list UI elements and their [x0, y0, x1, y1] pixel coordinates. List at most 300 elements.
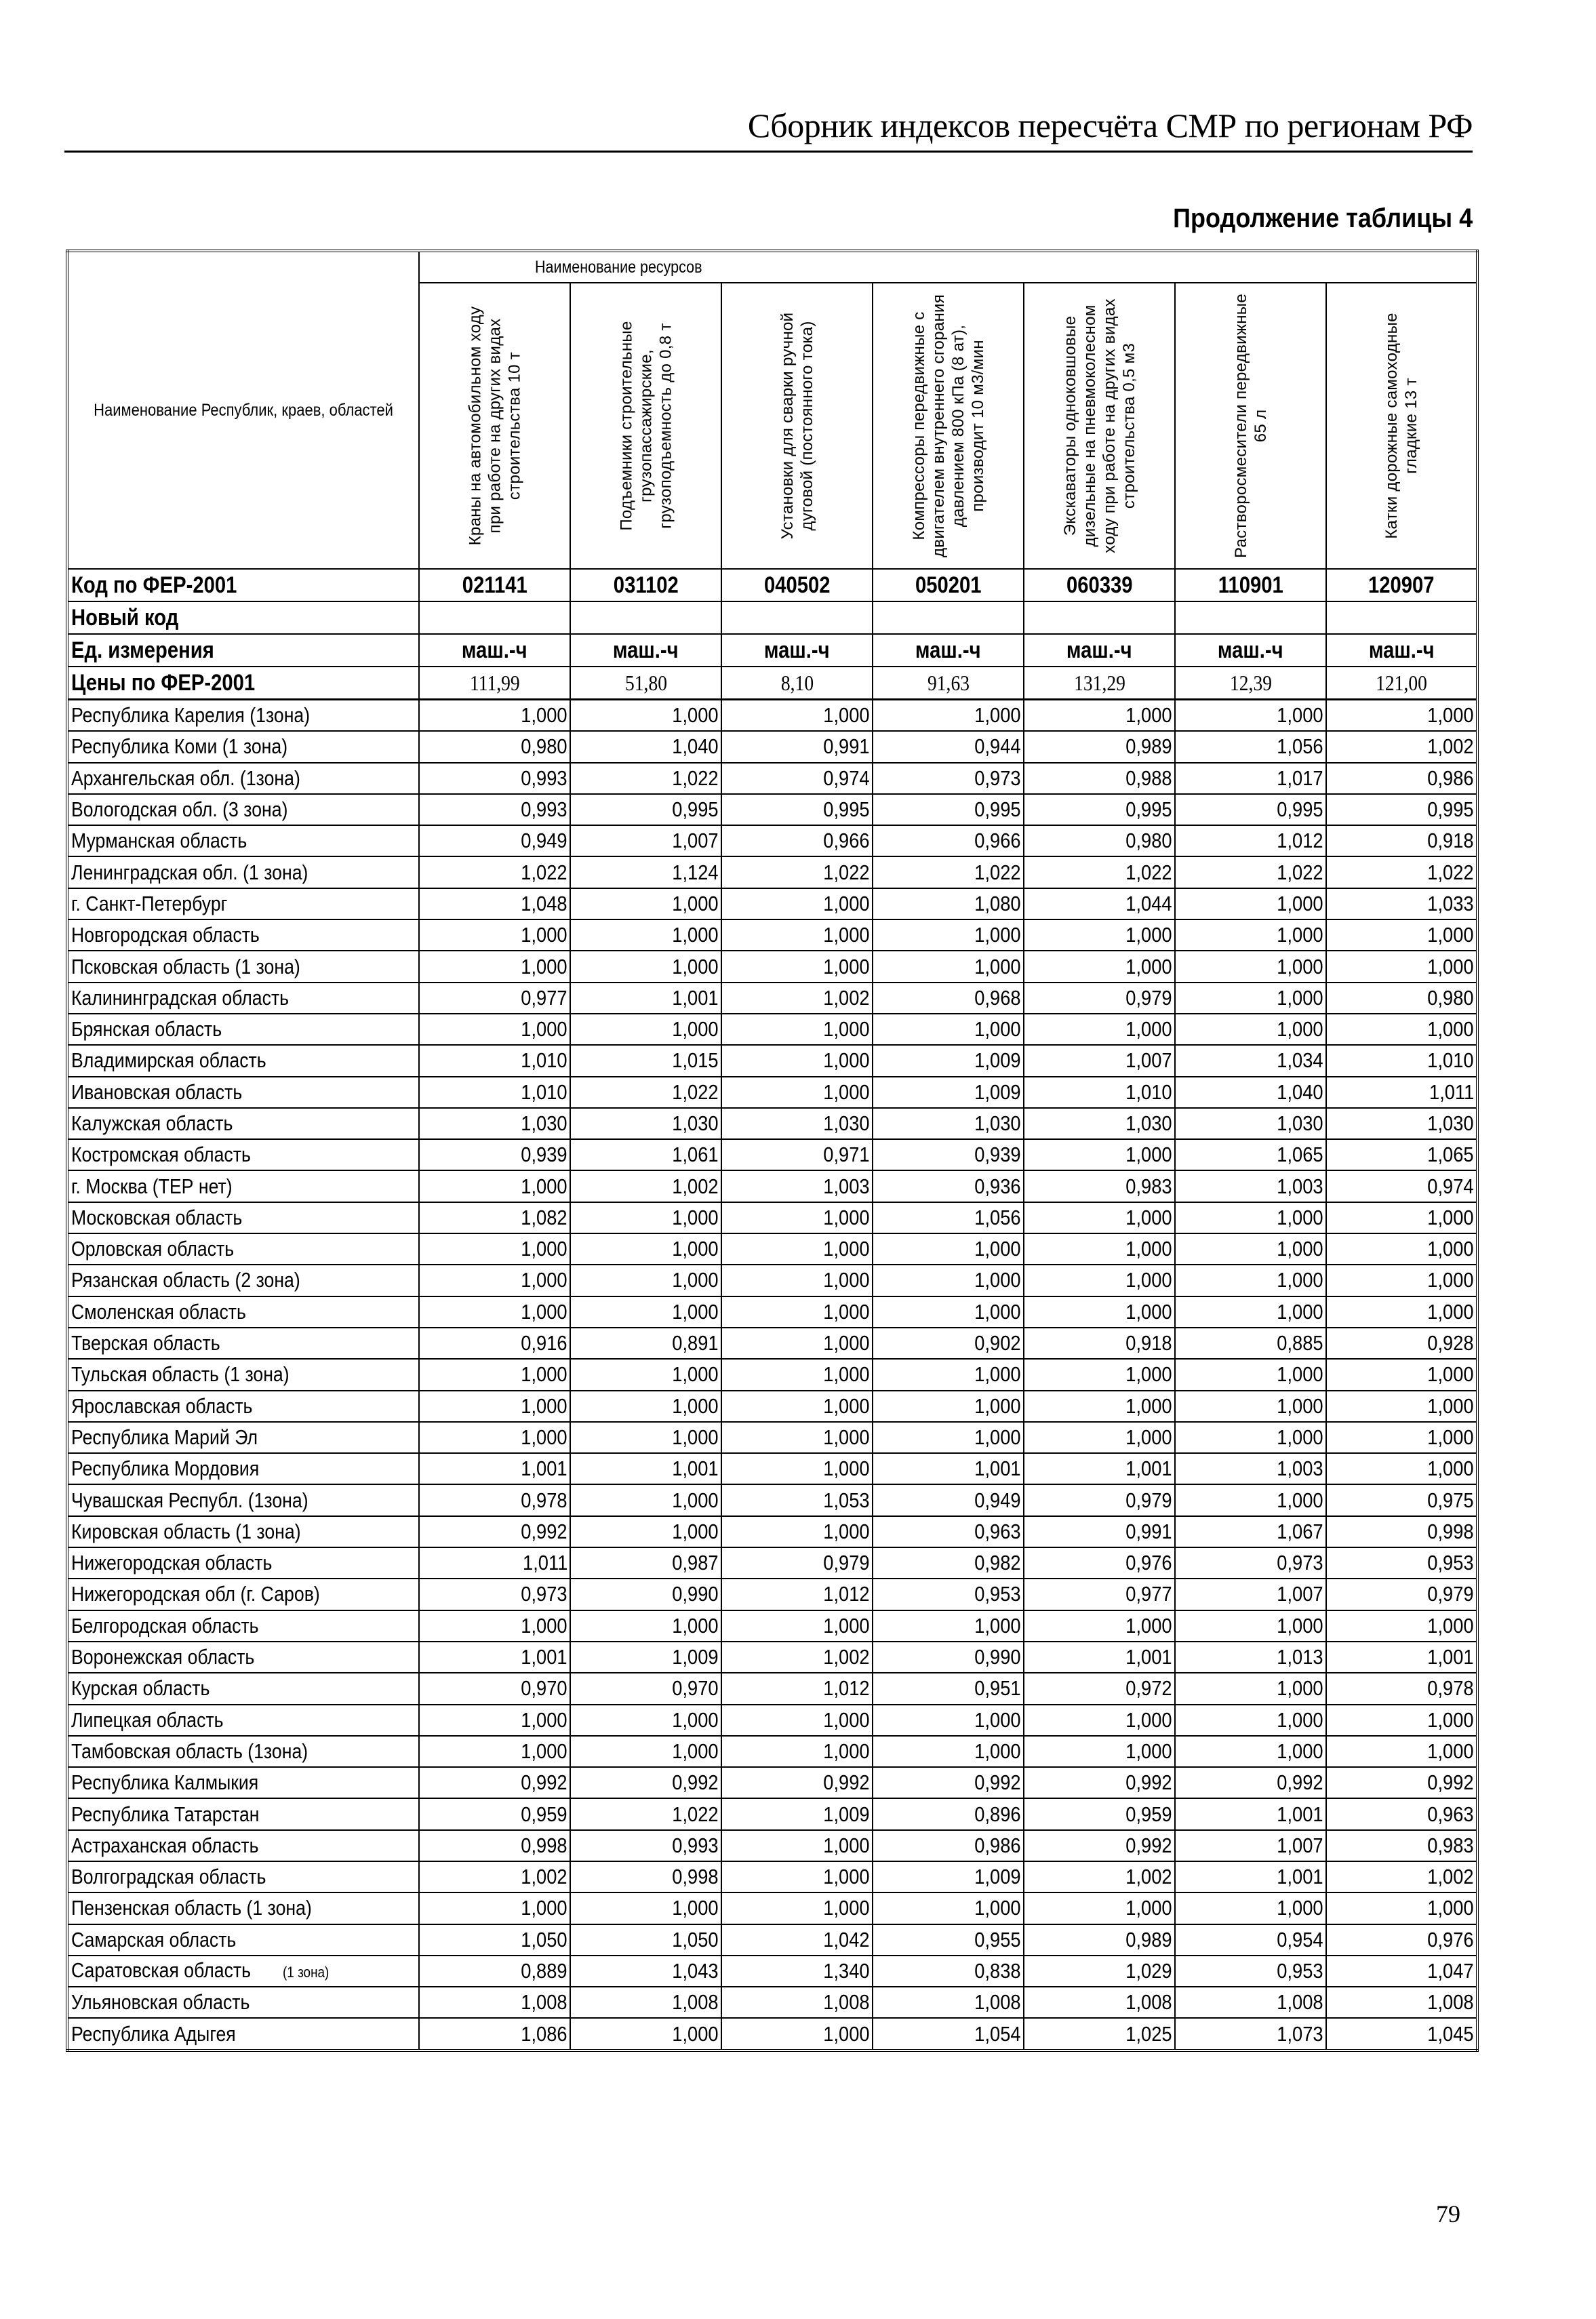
index-value: 1,009	[570, 1642, 721, 1673]
index-value: 1,009	[873, 1045, 1024, 1076]
index-value: 0,885	[1175, 1328, 1326, 1359]
index-value: 1,000	[721, 1422, 873, 1453]
index-value: 0,966	[721, 825, 873, 856]
index-value: 1,025	[1024, 2018, 1175, 2050]
region-name: Республика Карелия (1зона)	[67, 700, 419, 732]
table-row	[67, 794, 1477, 825]
index-value: 1,001	[873, 1453, 1024, 1484]
price-row	[67, 667, 1477, 700]
index-value: 1,000	[1024, 1202, 1175, 1233]
index-value: 1,000	[1326, 1359, 1477, 1390]
code-row-label: Код по ФЕР-2001	[67, 569, 419, 601]
index-value: 0,995	[570, 794, 721, 825]
new-code-row-label: Новый код	[67, 601, 419, 634]
index-value: 0,979	[1024, 983, 1175, 1014]
index-value: 1,000	[1024, 1014, 1175, 1045]
index-value: 1,050	[419, 1924, 570, 1956]
index-value: 1,000	[873, 1422, 1024, 1453]
index-value: 1,017	[1175, 763, 1326, 794]
region-name: Мурманская область	[67, 825, 419, 856]
table-row	[67, 1892, 1477, 1924]
index-value: 0,902	[873, 1328, 1024, 1359]
index-value: 1,000	[721, 1233, 873, 1265]
table-row	[67, 1484, 1477, 1515]
index-value: 1,042	[721, 1924, 873, 1956]
index-value: 0,953	[1326, 1547, 1477, 1579]
index-value: 1,000	[1024, 1359, 1175, 1390]
index-value: 0,995	[1175, 794, 1326, 825]
index-value: 1,000	[419, 919, 570, 951]
index-value: 1,000	[570, 951, 721, 982]
index-value: 1,000	[1326, 1892, 1477, 1924]
index-value: 1,000	[873, 951, 1024, 982]
region-name: Псковская область (1 зона)	[67, 951, 419, 982]
index-value: 1,124	[570, 856, 721, 888]
index-value: 0,949	[419, 825, 570, 856]
code-row	[67, 569, 1477, 601]
index-value: 0,973	[873, 763, 1024, 794]
table-body	[67, 569, 1477, 2050]
region-name: Брянская область	[67, 1014, 419, 1045]
table-caption: Продолжение таблицы 4	[1172, 203, 1473, 233]
region-name: Новгородская область	[67, 919, 419, 951]
index-value: 1,000	[1024, 1705, 1175, 1736]
index-value: 1,000	[873, 700, 1024, 732]
resource-price: 121,00	[1326, 667, 1477, 700]
index-value: 1,022	[873, 856, 1024, 888]
index-value: 1,000	[1175, 951, 1326, 982]
index-value: 1,000	[1175, 1359, 1326, 1390]
resource-column-header	[721, 283, 873, 569]
region-name: Республика Марий Эл	[67, 1422, 419, 1453]
index-value: 1,007	[1024, 1045, 1175, 1076]
region-name: Пензенская область (1 зона)	[67, 1892, 419, 1924]
price-row-label: Цены по ФЕР-2001	[67, 667, 419, 700]
index-value: 0,974	[721, 763, 873, 794]
index-value: 1,000	[419, 951, 570, 982]
resource-name: Экскаваторы одноковшовые дизельные на пневмоколесном ходу при работе на других видах строительства 0,5 м3	[1060, 298, 1138, 553]
region-name: Республика Коми (1 зона)	[67, 731, 419, 762]
index-value: 1,030	[1175, 1108, 1326, 1139]
index-value: 0,936	[873, 1170, 1024, 1202]
index-value: 1,000	[1175, 1736, 1326, 1767]
index-value: 1,065	[1175, 1139, 1326, 1170]
table-row	[67, 1328, 1477, 1359]
index-value: 1,000	[721, 1328, 873, 1359]
index-value: 1,010	[419, 1045, 570, 1076]
index-value: 1,000	[1175, 1892, 1326, 1924]
index-table	[66, 250, 1479, 2052]
resource-name: Катки дорожные самоходные гладкие 13 т	[1382, 313, 1421, 539]
new-code-row	[67, 601, 1477, 634]
resource-name: Растворосмесители передвижные 65 л	[1231, 294, 1270, 558]
index-value: 1,000	[873, 1359, 1024, 1390]
region-name: Республика Калмыкия	[67, 1767, 419, 1798]
index-value: 1,000	[570, 1014, 721, 1045]
table-row	[67, 1830, 1477, 1861]
index-value: 0,991	[721, 731, 873, 762]
index-value: 1,009	[721, 1798, 873, 1829]
index-value: 1,073	[1175, 2018, 1326, 2050]
index-value: 1,022	[1326, 856, 1477, 888]
index-value: 1,000	[419, 700, 570, 732]
index-value: 1,047	[1326, 1956, 1477, 1987]
index-value: 1,012	[1175, 825, 1326, 856]
index-value: 0,995	[721, 794, 873, 825]
index-value: 0,968	[873, 983, 1024, 1014]
resource-unit: маш.-ч	[721, 634, 873, 667]
index-value: 0,998	[419, 1830, 570, 1861]
resource-column-header	[1326, 283, 1477, 569]
index-value: 0,970	[570, 1673, 721, 1704]
index-value: 1,340	[721, 1956, 873, 1987]
resource-new-code	[419, 601, 570, 634]
region-column-header-label: Наименование Республик, краев, областей	[94, 401, 393, 420]
resource-new-code	[873, 601, 1024, 634]
index-value: 0,980	[419, 731, 570, 762]
index-value: 1,000	[570, 1233, 721, 1265]
table-row	[67, 1359, 1477, 1390]
region-name: Ленинградская обл. (1 зона)	[67, 856, 419, 888]
index-value: 0,992	[1024, 1830, 1175, 1861]
index-value: 1,000	[1024, 1391, 1175, 1422]
index-value: 0,989	[1024, 731, 1175, 762]
index-value: 0,995	[873, 794, 1024, 825]
region-name: Нижегородская обл (г. Саров)	[67, 1579, 419, 1610]
index-value: 1,000	[873, 1233, 1024, 1265]
index-value: 1,000	[1024, 951, 1175, 982]
index-value: 0,998	[1326, 1516, 1477, 1547]
table-row	[67, 1987, 1477, 2018]
index-value: 1,001	[1024, 1642, 1175, 1673]
index-value: 1,000	[1175, 888, 1326, 919]
index-value: 1,000	[721, 1830, 873, 1861]
index-value: 1,000	[1024, 1610, 1175, 1642]
region-column-header	[67, 251, 419, 569]
table-row	[67, 1108, 1477, 1139]
index-value: 1,003	[1175, 1170, 1326, 1202]
resource-unit: маш.-ч	[1326, 634, 1477, 667]
index-value: 1,000	[1326, 919, 1477, 951]
index-value: 1,000	[1326, 1422, 1477, 1453]
region-name: Кировская область (1 зона)	[67, 1516, 419, 1547]
index-value: 1,000	[419, 1359, 570, 1390]
index-value: 1,000	[1175, 1673, 1326, 1704]
region-name: Нижегородская область	[67, 1547, 419, 1579]
index-value: 1,007	[570, 825, 721, 856]
index-value: 1,053	[721, 1484, 873, 1515]
index-value: 1,022	[570, 763, 721, 794]
index-value: 1,022	[419, 856, 570, 888]
resource-unit: маш.-ч	[1024, 634, 1175, 667]
table-row	[67, 1579, 1477, 1610]
index-value: 1,045	[1326, 2018, 1477, 2050]
index-value: 1,003	[721, 1170, 873, 1202]
index-value: 0,959	[1024, 1798, 1175, 1829]
resource-unit: маш.-ч	[873, 634, 1024, 667]
index-value: 1,013	[1175, 1642, 1326, 1673]
index-value: 1,000	[419, 1892, 570, 1924]
region-name: Самарская область	[67, 1924, 419, 1956]
index-value: 0,974	[1326, 1170, 1477, 1202]
index-value: 1,000	[1175, 983, 1326, 1014]
index-value: 1,001	[1024, 1453, 1175, 1484]
index-value: 1,008	[1024, 1987, 1175, 2018]
index-value: 1,000	[1024, 1736, 1175, 1767]
index-value: 1,001	[570, 983, 721, 1014]
table-row	[67, 1705, 1477, 1736]
index-value: 1,000	[1326, 1296, 1477, 1328]
index-value: 1,000	[721, 919, 873, 951]
index-value: 0,988	[1024, 763, 1175, 794]
index-value: 1,000	[1326, 1265, 1477, 1296]
index-value: 0,992	[419, 1516, 570, 1547]
index-value: 1,000	[721, 1610, 873, 1642]
index-value: 0,980	[1326, 983, 1477, 1014]
index-value: 1,022	[570, 1798, 721, 1829]
resource-name: Установки для сварки ручной дуговой (постоянного тока)	[778, 312, 816, 540]
index-value: 1,002	[1024, 1861, 1175, 1892]
index-value: 1,000	[419, 1233, 570, 1265]
index-value: 1,000	[873, 919, 1024, 951]
index-value: 1,022	[1024, 856, 1175, 888]
index-value: 1,011	[1326, 1077, 1477, 1108]
index-value: 1,000	[1175, 1610, 1326, 1642]
table-row	[67, 1610, 1477, 1642]
index-value: 0,995	[1326, 794, 1477, 825]
index-value: 0,986	[1326, 763, 1477, 794]
resource-price: 12,39	[1175, 667, 1326, 700]
index-value: 0,992	[873, 1767, 1024, 1798]
index-value: 1,007	[1175, 1830, 1326, 1861]
index-value: 1,000	[873, 1296, 1024, 1328]
index-value: 1,010	[1326, 1045, 1477, 1076]
table-row	[67, 951, 1477, 982]
index-value: 0,963	[1326, 1798, 1477, 1829]
region-name: Калужская область	[67, 1108, 419, 1139]
region-name: Ярославская область	[67, 1391, 419, 1422]
index-value: 1,000	[570, 1422, 721, 1453]
resource-column-header	[570, 283, 721, 569]
resource-column-header	[1175, 283, 1326, 569]
index-value: 0,916	[419, 1328, 570, 1359]
table-row	[67, 763, 1477, 794]
index-value: 1,054	[873, 2018, 1024, 2050]
index-value: 1,000	[570, 1705, 721, 1736]
index-value: 1,000	[721, 1077, 873, 1108]
index-value: 1,040	[1175, 1077, 1326, 1108]
index-value: 0,978	[419, 1484, 570, 1515]
index-value: 0,918	[1024, 1328, 1175, 1359]
resource-code: 120907	[1326, 569, 1477, 601]
resource-name: Подъемники строительные грузопассажирские, грузоподъемность до 0,8 т	[617, 321, 675, 531]
index-value: 1,000	[1024, 1265, 1175, 1296]
index-value: 1,022	[570, 1077, 721, 1108]
region-name: Республика Мордовия	[67, 1453, 419, 1484]
index-value: 1,000	[1326, 951, 1477, 982]
index-value: 1,000	[873, 1736, 1024, 1767]
region-name: Вологодская обл. (3 зона)	[67, 794, 419, 825]
index-value: 1,000	[1175, 1296, 1326, 1328]
index-value: 1,002	[419, 1861, 570, 1892]
table-row	[67, 1642, 1477, 1673]
index-value: 1,000	[1024, 1233, 1175, 1265]
index-value: 0,982	[873, 1547, 1024, 1579]
index-value: 0,949	[873, 1484, 1024, 1515]
index-value: 1,000	[721, 2018, 873, 2050]
index-value: 1,000	[1175, 1705, 1326, 1736]
running-head: Сборник индексов пересчёта СМР по регионам РФ	[64, 102, 1473, 153]
resource-price: 111,99	[419, 667, 570, 700]
index-value: 1,000	[419, 1391, 570, 1422]
index-value: 1,012	[721, 1673, 873, 1704]
index-value: 1,022	[721, 856, 873, 888]
index-value: 1,000	[419, 1170, 570, 1202]
table-row	[67, 825, 1477, 856]
index-value: 1,000	[721, 951, 873, 982]
index-value: 1,000	[1326, 1233, 1477, 1265]
resource-new-code	[1175, 601, 1326, 634]
index-value: 1,022	[1175, 856, 1326, 888]
index-value: 1,000	[1326, 1705, 1477, 1736]
resource-price: 91,63	[873, 667, 1024, 700]
index-value: 0,972	[1024, 1673, 1175, 1704]
resource-new-code	[721, 601, 873, 634]
table-row	[67, 888, 1477, 919]
index-value: 1,086	[419, 2018, 570, 2050]
index-value: 0,963	[873, 1516, 1024, 1547]
index-value: 1,001	[1326, 1642, 1477, 1673]
index-value: 1,000	[721, 1892, 873, 1924]
index-value: 1,000	[873, 1610, 1024, 1642]
index-value: 1,030	[1326, 1108, 1477, 1139]
index-value: 1,000	[721, 1202, 873, 1233]
resource-code: 050201	[873, 569, 1024, 601]
index-value: 1,000	[873, 1705, 1024, 1736]
index-value: 1,044	[1024, 888, 1175, 919]
index-value: 1,008	[721, 1987, 873, 2018]
index-value: 0,978	[1326, 1673, 1477, 1704]
index-value: 1,000	[419, 1422, 570, 1453]
index-value: 0,976	[1326, 1924, 1477, 1956]
index-value: 0,891	[570, 1328, 721, 1359]
table-row	[67, 1547, 1477, 1579]
region-name: Чувашская Республ. (1зона)	[67, 1484, 419, 1515]
resource-name: Компрессоры передвижные с двигателем внутреннего сгорания давлением 800 кПа (8 ат), производит 10 м3/мин	[909, 294, 987, 558]
index-value: 1,000	[419, 1014, 570, 1045]
index-value: 0,970	[419, 1673, 570, 1704]
index-value: 1,040	[570, 731, 721, 762]
table-row	[67, 1453, 1477, 1484]
index-value: 1,002	[1326, 731, 1477, 762]
table-row	[67, 1139, 1477, 1170]
index-value: 1,000	[570, 1736, 721, 1767]
index-value: 0,944	[873, 731, 1024, 762]
index-value: 1,009	[873, 1077, 1024, 1108]
index-value: 0,983	[1326, 1830, 1477, 1861]
index-value: 0,992	[570, 1767, 721, 1798]
index-value: 1,000	[721, 1296, 873, 1328]
index-value: 0,998	[570, 1861, 721, 1892]
index-value: 0,993	[570, 1830, 721, 1861]
index-value: 0,992	[1024, 1767, 1175, 1798]
index-value: 1,000	[1024, 700, 1175, 732]
unit-row	[67, 634, 1477, 667]
index-value: 0,918	[1326, 825, 1477, 856]
table-row	[67, 1422, 1477, 1453]
index-value: 0,954	[1175, 1924, 1326, 1956]
region-name: Астраханская область	[67, 1830, 419, 1861]
resources-group-label: Наименование ресурсов	[535, 257, 702, 277]
index-value: 1,000	[419, 1736, 570, 1767]
index-value: 1,000	[570, 888, 721, 919]
table-row	[67, 700, 1477, 732]
table-row	[67, 1516, 1477, 1547]
region-name: Смоленская область	[67, 1296, 419, 1328]
region-name: Московская область	[67, 1202, 419, 1233]
index-value: 0,992	[721, 1767, 873, 1798]
region-name: Архангельская обл. (1зона)	[67, 763, 419, 794]
resource-unit: маш.-ч	[1175, 634, 1326, 667]
index-value: 1,080	[873, 888, 1024, 919]
index-value: 1,000	[1175, 919, 1326, 951]
resource-price: 8,10	[721, 667, 873, 700]
index-value: 1,000	[419, 1265, 570, 1296]
index-value: 1,000	[721, 700, 873, 732]
table-row	[67, 1265, 1477, 1296]
resource-price: 51,80	[570, 667, 721, 700]
resource-code: 060339	[1024, 569, 1175, 601]
index-value: 1,000	[570, 1516, 721, 1547]
table-row	[67, 1296, 1477, 1328]
index-value: 1,043	[570, 1956, 721, 1987]
index-value: 1,000	[721, 1359, 873, 1390]
index-value: 1,001	[419, 1642, 570, 1673]
index-value: 1,000	[570, 1892, 721, 1924]
index-value: 1,008	[1326, 1987, 1477, 2018]
index-value: 0,990	[570, 1579, 721, 1610]
index-value: 1,000	[873, 1014, 1024, 1045]
index-value: 1,001	[1175, 1798, 1326, 1829]
index-value: 1,033	[1326, 888, 1477, 919]
index-value: 0,980	[1024, 825, 1175, 856]
index-value: 1,065	[1326, 1139, 1477, 1170]
table-row	[67, 1736, 1477, 1767]
index-value: 1,000	[1175, 1484, 1326, 1515]
index-value: 1,000	[1024, 1892, 1175, 1924]
index-value: 1,000	[1175, 1265, 1326, 1296]
index-value: 1,000	[570, 919, 721, 951]
region-name: Тверская область	[67, 1328, 419, 1359]
index-value: 1,010	[419, 1077, 570, 1108]
index-value: 1,012	[721, 1579, 873, 1610]
index-value: 0,966	[873, 825, 1024, 856]
index-value: 1,000	[1175, 1391, 1326, 1422]
index-value: 1,001	[570, 1453, 721, 1484]
index-value: 1,000	[1326, 1453, 1477, 1484]
index-value: 0,939	[419, 1139, 570, 1170]
resource-unit: маш.-ч	[570, 634, 721, 667]
index-value: 1,000	[1175, 700, 1326, 732]
index-value: 1,056	[1175, 731, 1326, 762]
index-value: 0,971	[721, 1139, 873, 1170]
table-row	[67, 983, 1477, 1014]
resource-price: 131,29	[1024, 667, 1175, 700]
index-value: 0,993	[419, 794, 570, 825]
resource-unit: маш.-ч	[419, 634, 570, 667]
index-value: 1,050	[570, 1924, 721, 1956]
index-value: 1,000	[1175, 1202, 1326, 1233]
